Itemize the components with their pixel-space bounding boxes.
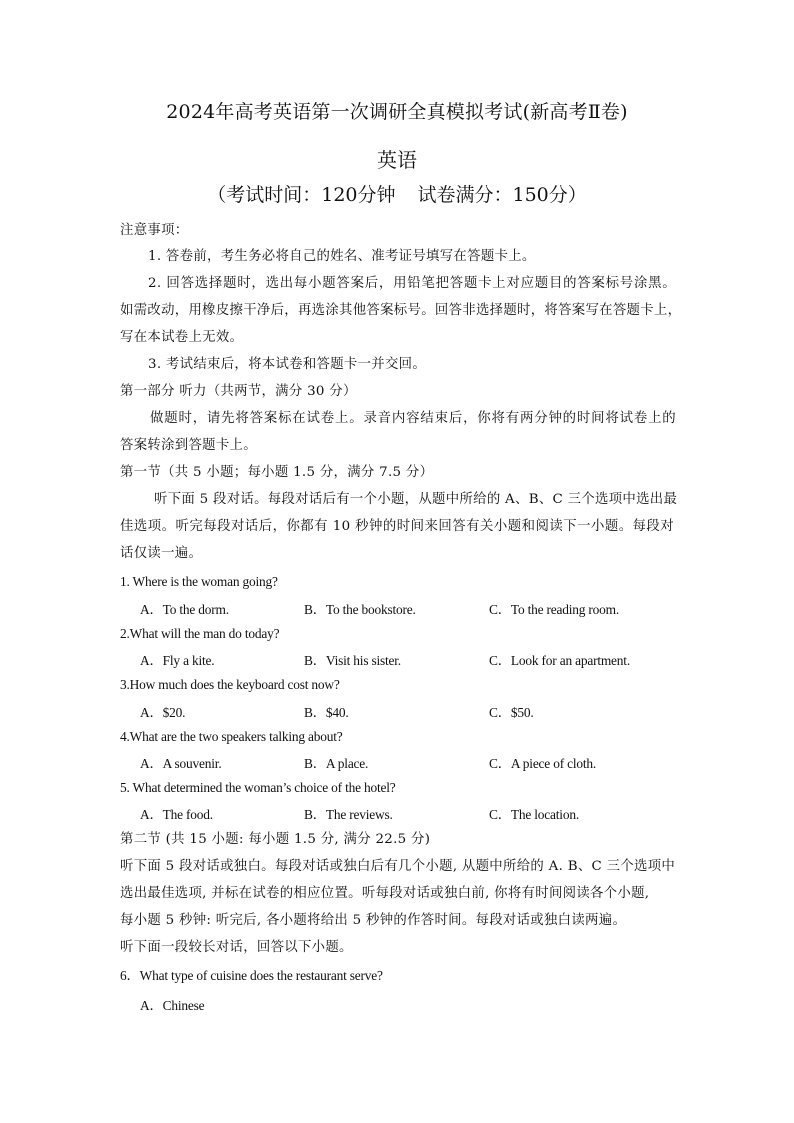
- question-5-option-a: A．The food.: [140, 807, 213, 822]
- question-3-option-a: A．$20.: [140, 705, 186, 720]
- subject-title: 英语: [377, 148, 417, 172]
- question-6-option-a: A．Chinese: [140, 998, 205, 1013]
- question-6: 6．What type of cuisine does the restaurant serve?: [120, 968, 383, 983]
- question-2-option-b: B．Visit his sister.: [304, 653, 401, 668]
- part1-heading: 第一部分 听力（共两节，满分 30 分）: [120, 384, 357, 399]
- question-3: 3.How much does the keyboard cost now?: [120, 677, 340, 692]
- section2-instruction: 听下面一段较长对话，回答以下小题。: [120, 940, 353, 955]
- question-1-option-c: C．To the reading room.: [489, 602, 620, 617]
- question-3-option-b: B．$40.: [304, 705, 349, 720]
- question-2: 2.What will the man do today?: [120, 626, 280, 641]
- section2-intro-line-1: 听下面 5 段对话或独白。每段对话或独白后有几个小题, 从题中所给的 A. B、C 三个选项中: [120, 859, 676, 874]
- full-score: 试卷满分：150分）: [417, 184, 587, 206]
- section1-intro-line-1: 听下面 5 段对话。每段对话后有一个小题，从题中所给的 A、B、C 三个选项中选出最: [154, 492, 678, 507]
- question-1-option-b: B．To the bookstore.: [304, 602, 416, 617]
- question-5-option-c: C．The location.: [489, 807, 579, 822]
- section2-intro-line-3: 每小题 5 秒钟: 听完后, 各小题将给出 5 秒钟的作答时间。每段对话或独白读两遍。: [120, 913, 627, 928]
- question-4: 4.What are the two speakers talking about?: [120, 729, 343, 744]
- part1-intro-line-1: 做题时，请先将答案标在试卷上。录音内容结束后，你将有两分钟的时间将试卷上的: [150, 411, 676, 426]
- section2-intro-line-2: 选出最佳选项, 并标在试卷的相应位置。听每段对话或独白前, 你将有时间阅读各个小题,: [120, 886, 650, 901]
- question-5: 5. What determined the woman’s choice of the hotel?: [120, 780, 396, 795]
- exam-time: （考试时间：120分钟: [207, 184, 396, 206]
- question-3-option-c: C．$50.: [489, 705, 534, 720]
- part1-intro-line-2: 答案转涂到答题卡上。: [120, 438, 257, 453]
- question-4-option-a: A．A souvenir.: [140, 756, 222, 771]
- note-item-1: 1. 答卷前，考生务必将自己的姓名、准考证号填写在答题卡上。: [148, 249, 536, 264]
- question-5-option-b: B．The reviews.: [304, 807, 393, 822]
- exam-title: 2024年高考英语第一次调研全真模拟考试(新高考Ⅱ卷): [166, 101, 628, 123]
- notes-heading: 注意事项：: [120, 223, 189, 238]
- question-4-option-b: B．A place.: [304, 756, 369, 771]
- section2-heading: 第二节 (共 15 小题: 每小题 1.5 分, 满分 22.5 分): [120, 832, 431, 847]
- question-4-option-c: C．A piece of cloth.: [489, 756, 597, 771]
- question-2-option-a: A．Fly a kite.: [140, 653, 215, 668]
- note-item-3: 3. 考试结束后，将本试卷和答题卡一并交回。: [148, 357, 427, 372]
- question-1: 1. Where is the woman going?: [120, 574, 278, 589]
- question-2-option-c: C．Look for an apartment.: [489, 653, 630, 668]
- section1-intro-line-2: 佳选项。听完每段对话后，你都有 10 秒钟的时间来回答有关小题和阅读下一小题。每段对: [120, 519, 674, 534]
- note-item-2-line-3: 写在本试卷上无效。: [120, 330, 244, 345]
- note-item-2-line-2: 如需改动，用橡皮擦干净后，再选涂其他答案标号。回答非选择题时，将答案写在答题卡上，: [120, 303, 682, 318]
- section1-heading: 第一节（共 5 小题；每小题 1.5 分，满分 7.5 分）: [120, 465, 434, 480]
- note-item-2-line-1: 2. 回答选择题时，选出每小题答案后，用铅笔把答题卡上对应题目的答案标号涂黑。: [148, 276, 676, 291]
- question-1-option-a: A．To the dorm.: [140, 602, 229, 617]
- section1-intro-line-3: 话仅读一遍。: [120, 546, 203, 561]
- exam-info: [0, 180, 794, 207]
